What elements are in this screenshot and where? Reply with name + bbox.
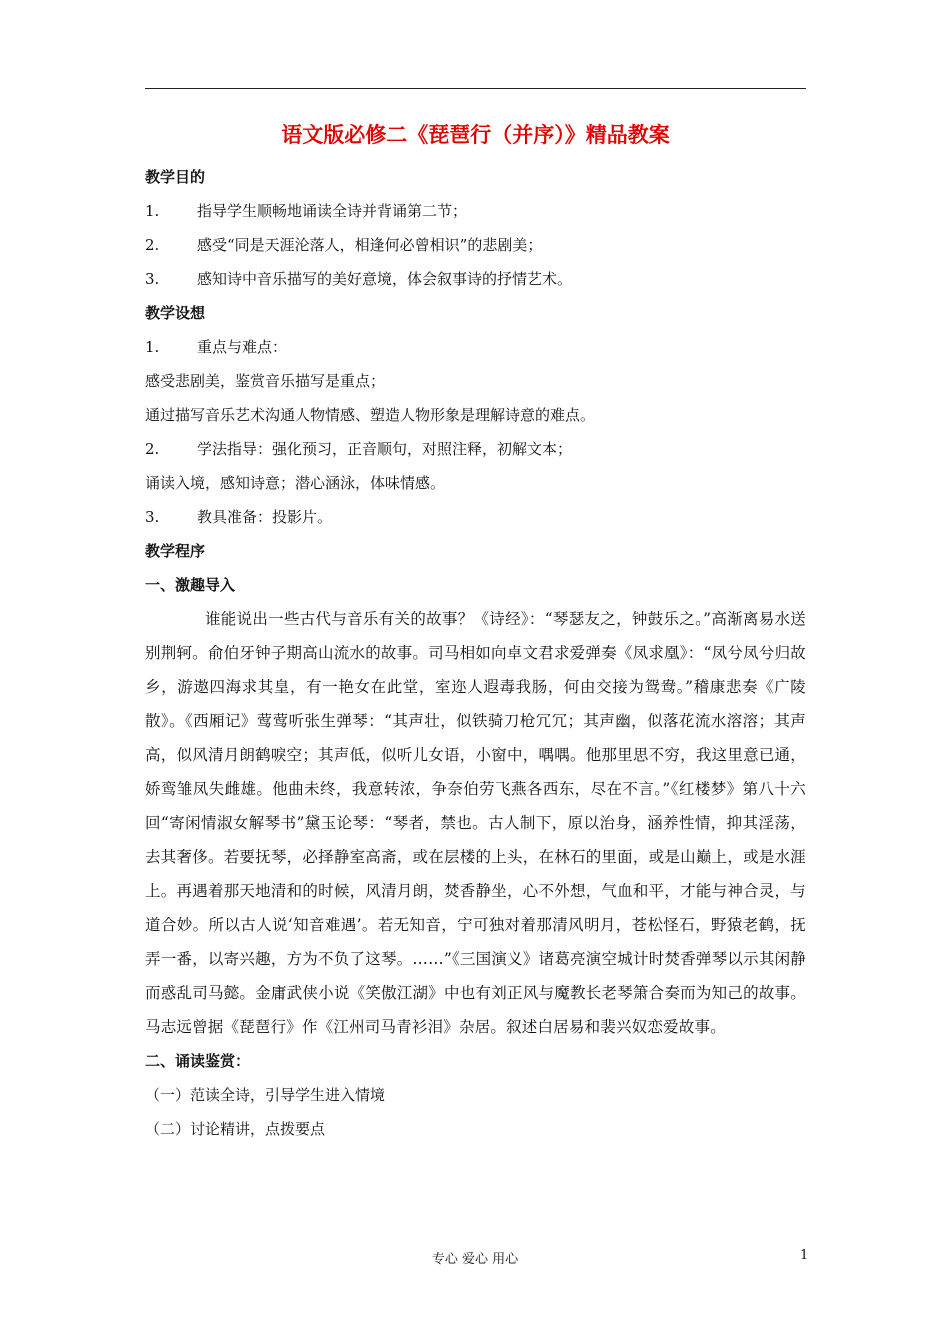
list-item: 3. 教具准备：投影片。 — [145, 508, 333, 526]
list-item: 3. 感知诗中音乐描写的美好意境，体会叙事诗的抒情艺术。 — [145, 270, 573, 288]
section-heading-procedure: 教学程序 — [145, 542, 206, 560]
page-footer — [0, 1248, 950, 1268]
list-item: 1. 重点与难点： — [145, 338, 288, 356]
list-item: （二）讨论精讲，点拨要点 — [145, 1120, 326, 1138]
text-line: 诵读入境，感知诗意；潜心涵泳，体味情感。 — [145, 474, 446, 492]
header-rule — [145, 88, 806, 89]
list-item: （一）范读全诗，引导学生进入情境 — [145, 1086, 386, 1104]
footer-motto: 专心 爱心 用心 — [431, 1252, 519, 1267]
subsection-heading-intro: 一、激趣导入 — [145, 576, 236, 594]
list-item: 2. 学法指导：强化预习，正音顺句，对照注释，初解文本； — [145, 440, 573, 458]
text-line: 通过描写音乐艺术沟通人物情感、塑造人物形象是理解诗意的难点。 — [145, 406, 596, 424]
subsection-heading-reading: 二、诵读鉴赏： — [145, 1052, 251, 1070]
section-heading-design: 教学设想 — [145, 304, 206, 322]
page-number: 1 — [800, 1248, 809, 1263]
text-line: 感受悲剧美，鉴赏音乐描写是重点； — [145, 372, 386, 390]
section-heading-objectives: 教学目的 — [145, 168, 206, 186]
list-item: 1. 指导学生顺畅地诵读全诗并背诵第二节； — [145, 202, 468, 220]
list-item: 2. 感受“同是天涯沦落人，相逢何必曾相识”的悲剧美； — [145, 236, 543, 254]
intro-paragraph: 谁能说出一些古代与音乐有关的故事？《诗经》：“琴瑟友之，钟鼓乐之。”高渐离易水送别荆轲。俞伯牙钟子期高山流水的故事。司马相如向卓文君求爱弹奏《凤求凰》：“凤兮凤兮归故乡，游遨四海求其皇，有一艳女在此堂，室迩人遐毒我肠，何由交接为鸳鸯。”稽康悲奏《广陵散》。《西厢记》莺莺听张生弹琴：“其声壮，似铁骑刀枪冗冗；其声幽，似落花流水溶溶；其声高，似风清月朗鹤唳空；其声低，似听儿女语，小窗中，喁喁。他那里思不穷，我这里意已通，娇鸾雏凤失雌雄。他曲未终，我意转浓，争奈伯劳飞燕各西东，尽在不言。”《红楼梦》第八十六回“寄闲情淑女解琴书”黛玉论琴：“琴者，禁也。古人制下，原以治身，涵养性情，抑其淫荡，去其奢侈。若要抚琴，必择静室高斋，或在层楼的上头，在林石的里面，或是山巅上，或是水涯上。再遇着那天地清和的时候，风清月朗，焚香静坐，心不外想，气血和平，才能与神合灵，与道合妙。所以古人说‘知音难遇’。若无知音，宁可独对着那清风明月，苍松怪石，野猿老鹤，抚弄一番，以寄兴趣，方为不负了这琴。……”《三国演义》诸葛亮演空城计时焚香弹琴以示其闲静而惑乱司马懿。金庸武侠小说《笑傲江湖》中也有刘正风与魔教长老琴箫合奏而为知己的故事。马志远曾据《琵琶行》作《江州司马青衫泪》杂居。叙述白居易和裴兴奴恋爱故事。 — [145, 610, 806, 1036]
document-body — [145, 160, 806, 1146]
document-title: 语文版必修二《琵琶行（并序）》精品教案 — [281, 122, 670, 147]
